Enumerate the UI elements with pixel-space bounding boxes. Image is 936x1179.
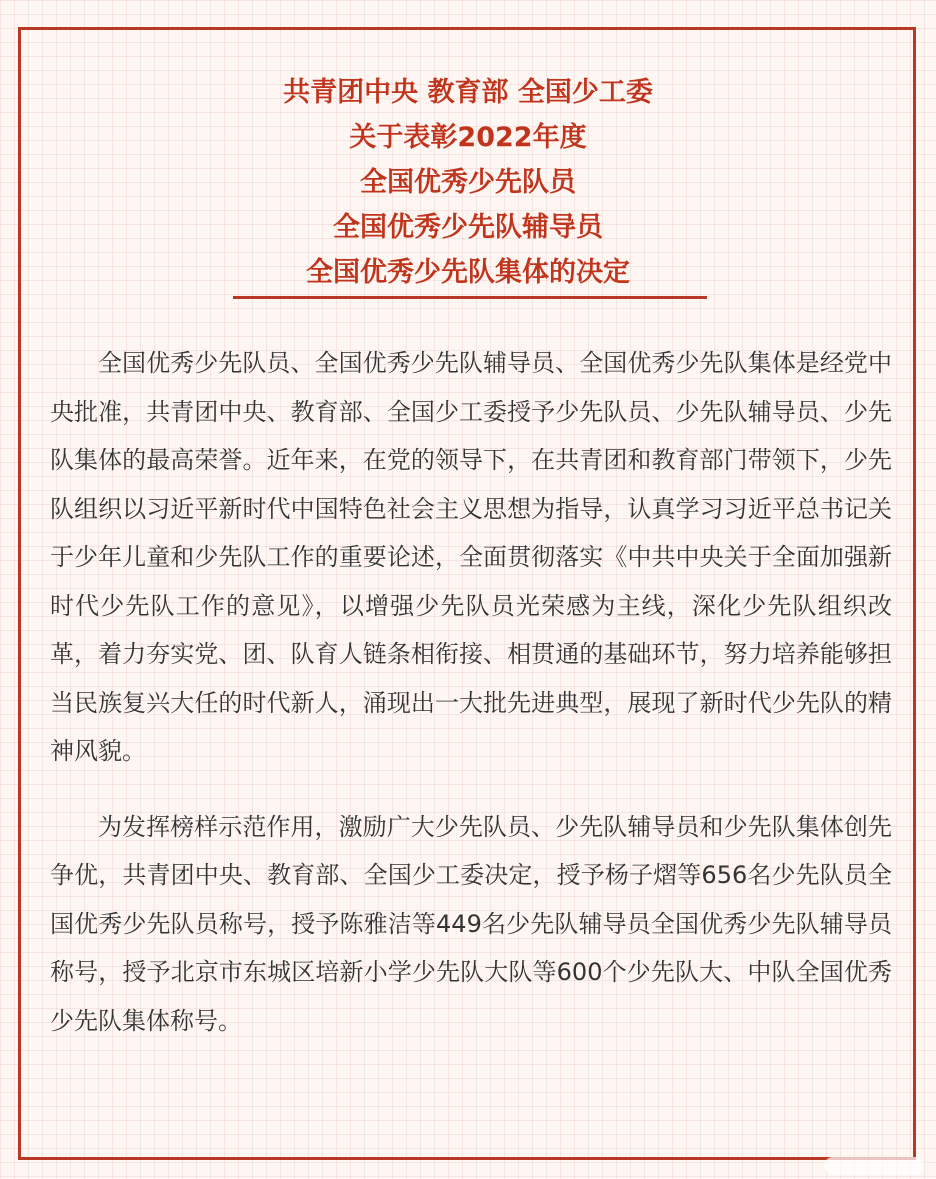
title-line-issuers: 共青团中央 教育部 全国少工委 <box>283 77 653 108</box>
title-underline <box>233 296 707 299</box>
document-title <box>0 70 936 295</box>
title-line-award-members: 全国优秀少先队员 <box>360 167 576 198</box>
document-body <box>50 339 892 1045</box>
title-line-award-counselors: 全国优秀少先队辅导员 <box>333 212 603 243</box>
title-line-award-collectives: 全国优秀少先队集体的决定 <box>306 257 630 288</box>
watermark-overlay <box>824 1157 924 1175</box>
paragraph-decision: 为发挥榜样示范作用，激励广大少先队员、少先队辅导员和少先队集体创先争优，共青团中央、教育部、全国少工委决定，授予杨子熠等656名少先队员全国优秀少先队员称号，授予陈雅洁等449名少先队辅导员全国优秀少先队辅导员称号，授予北京市东城区培新小学少先队大队等600个少先队大、中队全国优秀少先队集体称号。 <box>50 812 892 1035</box>
title-line-subject: 关于表彰2022年度 <box>349 122 587 153</box>
paragraph-background: 全国优秀少先队员、全国优秀少先队辅导员、全国优秀少先队集体是经党中央批准，共青团中央、教育部、全国少工委授予少先队员、少先队辅导员、少先队集体的最高荣誉。近年来，在党的领导下，在共青团和教育部门带领下，少先队组织以习近平新时代中国特色社会主义思想为指导，认真学习习近平总书记关于少年儿童和少先队工作的重要论述，全面贯彻落实《中共中央关于全面加强新时代少先队工作的意见》，以增强少先队员光荣感为主线，深化少先队组织改革，着力夯实党、团、队育人链条相衔接、相贯通的基础环节，努力培养能够担当民族复兴大任的时代新人，涌现出一大批先进典型，展现了新时代少先队的精神风貌。 <box>50 349 892 765</box>
